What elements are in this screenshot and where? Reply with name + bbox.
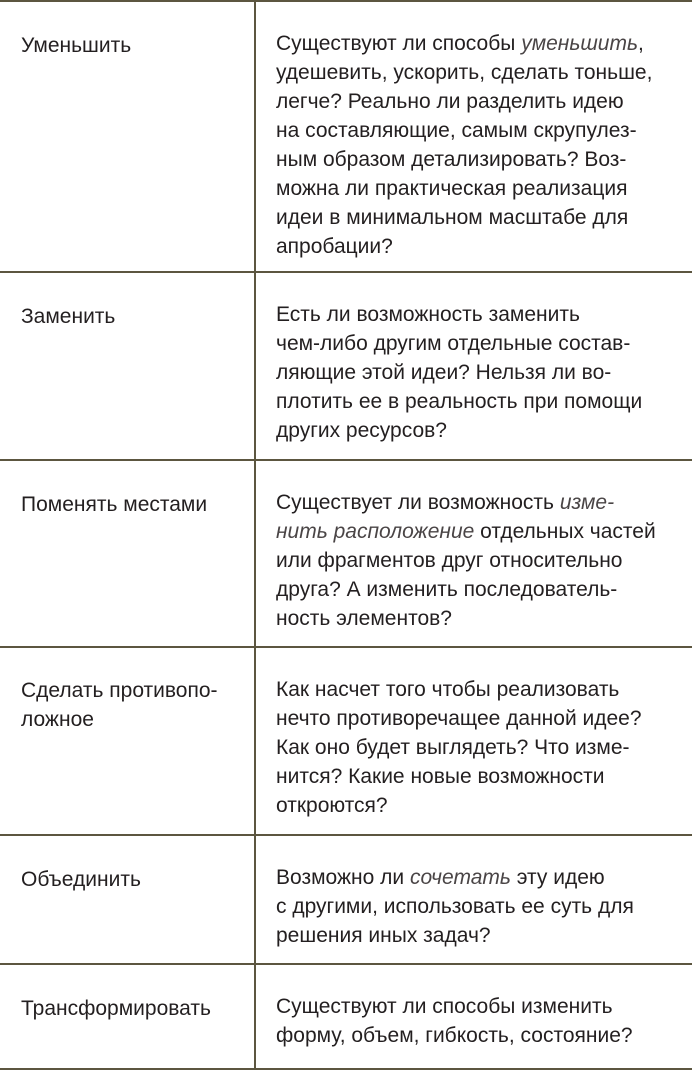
description-text: эту идею с другими, использовать ее суть для решения иных задач? bbox=[276, 866, 634, 947]
description-emphasis: сочетать bbox=[409, 866, 511, 889]
description-text: Существует ли возможность bbox=[276, 491, 560, 514]
description-emphasis: уменьшить bbox=[521, 32, 639, 55]
description-cell bbox=[256, 836, 692, 963]
term-cell: Трансформировать bbox=[0, 965, 256, 1068]
description-text: отдельных частей или фрагментов друг относительно друга? А изменить последователь- ность элементов? bbox=[276, 520, 656, 630]
description-cell bbox=[256, 2, 692, 271]
table-row bbox=[0, 461, 692, 648]
term-cell: Сделать противопо- ложное bbox=[0, 648, 256, 834]
term-cell: Заменить bbox=[0, 273, 256, 459]
term-cell: Объединить bbox=[0, 836, 256, 963]
term-cell: Поменять местами bbox=[0, 461, 256, 646]
description-text: Есть ли возможность заменить чем-либо другим отдельные состав- ляющие этой идеи? Нельзя ли во- плотить ее в реальность при помощи других ресурсов? bbox=[276, 303, 643, 442]
description-cell bbox=[256, 648, 692, 834]
description-text: Как насчет того чтобы реализовать нечто противоречащее данной идее? Как оно будет выглядеть? Что изме- нится? Какие новые возможности откроются? bbox=[276, 678, 642, 817]
table-row bbox=[0, 965, 692, 1068]
description-cell bbox=[256, 461, 692, 646]
table-row bbox=[0, 648, 692, 836]
table-row bbox=[0, 2, 692, 273]
description-cell bbox=[256, 965, 692, 1068]
description-text: Существуют ли способы bbox=[276, 32, 522, 55]
description-text: Существуют ли способы изменить форму, объем, гибкость, состояние? bbox=[276, 995, 633, 1047]
description-text: Возможно ли bbox=[276, 866, 410, 889]
description-cell bbox=[256, 273, 692, 459]
term-cell: Уменьшить bbox=[0, 2, 256, 271]
table-row bbox=[0, 836, 692, 965]
description-text: , удешевить, ускорить, сделать тоньше, легче? Реально ли разделить идею на составляющие, самым скрупулез- ным образом детализировать? Воз- можна ли практическая реализация идеи в минимальном масштабе для апробации? bbox=[276, 32, 653, 258]
description-emphasis: изме- нить расположение bbox=[276, 491, 615, 543]
table-row bbox=[0, 273, 692, 461]
